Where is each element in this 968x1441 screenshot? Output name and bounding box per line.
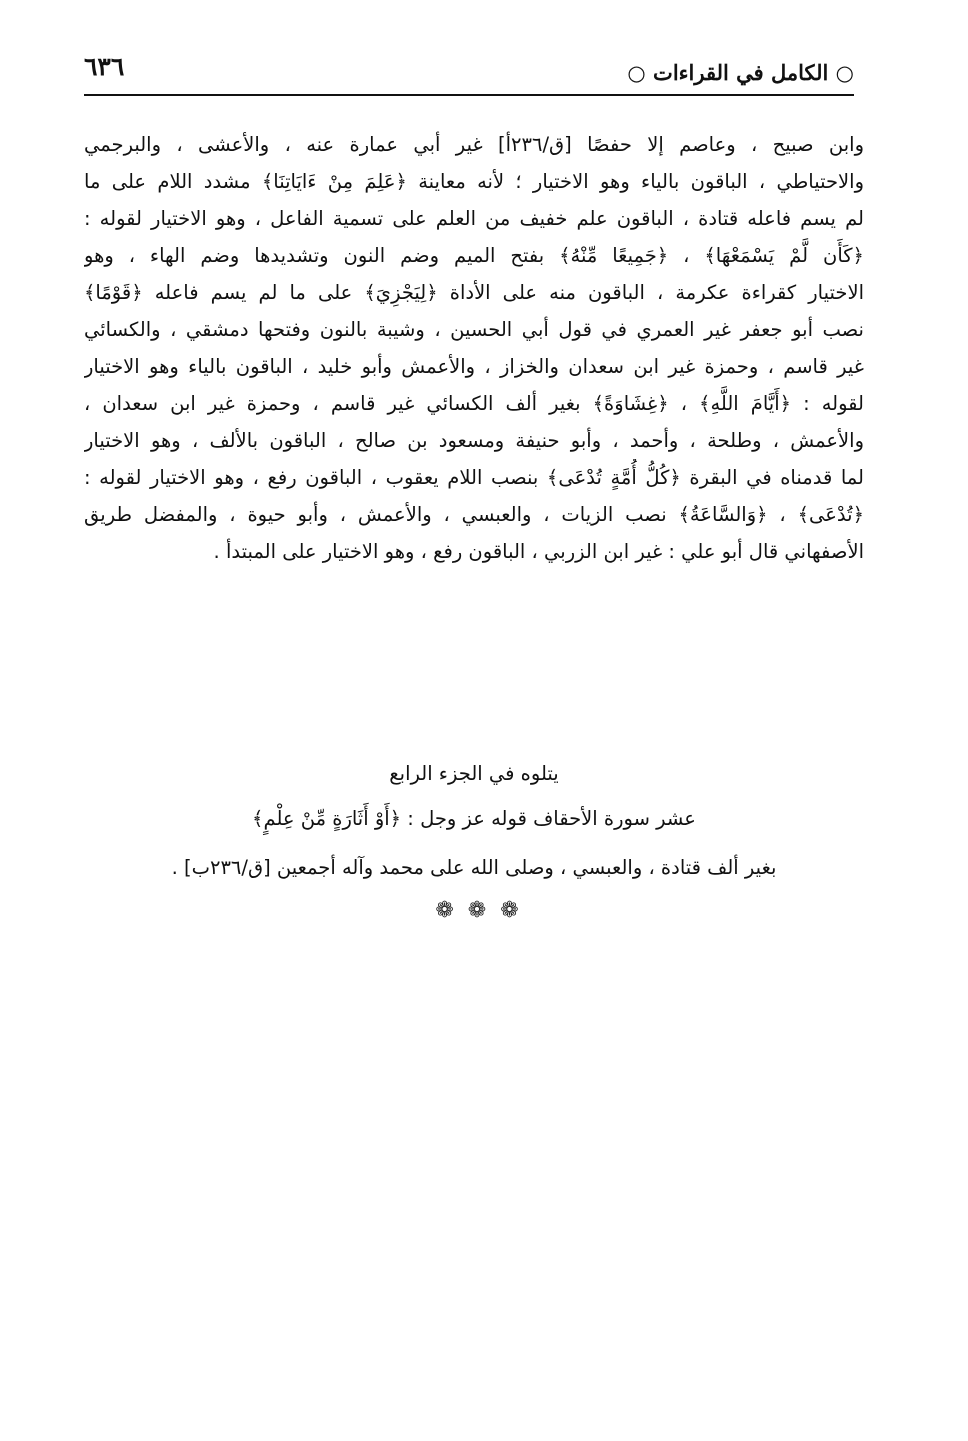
text-line: لم يسم فاعله قتادة ، الباقون علم خفيف من العلم على تسمية الفاعل ، وهو الاختيار لقوله :	[84, 207, 864, 230]
text-line: والأعمش ، وطلحة ، وأحمد ، وأبو حنيفة ومسعود بن صالح ، الباقون بالألف ، وهو الاختيار	[84, 429, 864, 452]
text-line: لقوله : ﴿أَيَّامَ اللَّهِ﴾ ، ﴿غِشَاوَةً﴾ بغير ألف الكسائي غير قاسم ، وحمزة غير ابن سعدان ،	[84, 392, 864, 415]
page-header	[84, 52, 854, 92]
text-line: غير قاسم ، وحمزة غير ابن سعدان والخزاز ، والأعمش وأبو خليد ، الباقون بالياء وهو الاختيار	[84, 355, 864, 378]
text-line: والاحتياطي ، الباقون بالياء وهو الاختيار ؛ لأنه معاينة ﴿عَلِمَ مِنْ ءَايَاتِنَا﴾ مشدد اللام على ما	[84, 170, 864, 193]
text-line: نصب أبو جعفر غير العمري في قول أبي الحسين ، وشيبة بالنون وفتحها دمشقي ، والكسائي	[84, 318, 864, 341]
text-line: لما قدمناه في البقرة ﴿كُلُّ أُمَّةٍ تُدْعَى﴾ بنصب اللام يعقوب ، الباقون رفع ، وهو الاختيار لقوله :	[84, 466, 864, 489]
section-ornament: ❁❁❁	[435, 898, 533, 923]
continuation-note: يتلوه في الجزء الرابع	[389, 762, 559, 785]
text-line: ﴿كَأَن لَّمْ يَسْمَعْهَا﴾ ، ﴿جَمِيعًا مِّنْهُ﴾ بفتح الميم وضم النون وتشديدها وضم الهاء ، وهو	[84, 244, 864, 267]
text-line: وابن صبيح ، وعاصم إلا حفصًا [ق/٢٣٦أ] غير أبي عمارة عنه ، والأعشى ، والبرجمي	[84, 133, 864, 156]
main-text	[84, 126, 864, 570]
text-line: ﴿تُدْعَى﴾ ، ﴿وَالسَّاعَةُ﴾ نصب الزيات ، والعبسي ، والأعمش ، وأبو حيوة ، والمفضل طريق	[84, 503, 864, 526]
header-rule	[84, 94, 854, 96]
text-line: الاختيار كقراءة عكرمة ، الباقون منه على الأداة ﴿لِيَجْزِيَ﴾ على ما لم يسم فاعله ﴿قَوْمًا﴾	[84, 281, 864, 304]
closing-line: بغير ألف قتادة ، والعبسي ، وصلى الله على محمد وآله أجمعين [ق/٢٣٦ب] .	[171, 856, 777, 879]
page-number: ٦٣٦	[84, 52, 125, 81]
continuation-verse: عشر سورة الأحقاف قوله عز وجل : ﴿أَوْ أَثَارَةٍ مِّنْ عِلْمٍ﴾	[252, 807, 696, 830]
text-line: الأصفهاني قال أبو علي : غير ابن الزربي ، الباقون رفع ، وهو الاختيار على المبتدأ .	[213, 540, 864, 563]
book-title: ○ الكامل في القراءات ○	[627, 60, 854, 85]
